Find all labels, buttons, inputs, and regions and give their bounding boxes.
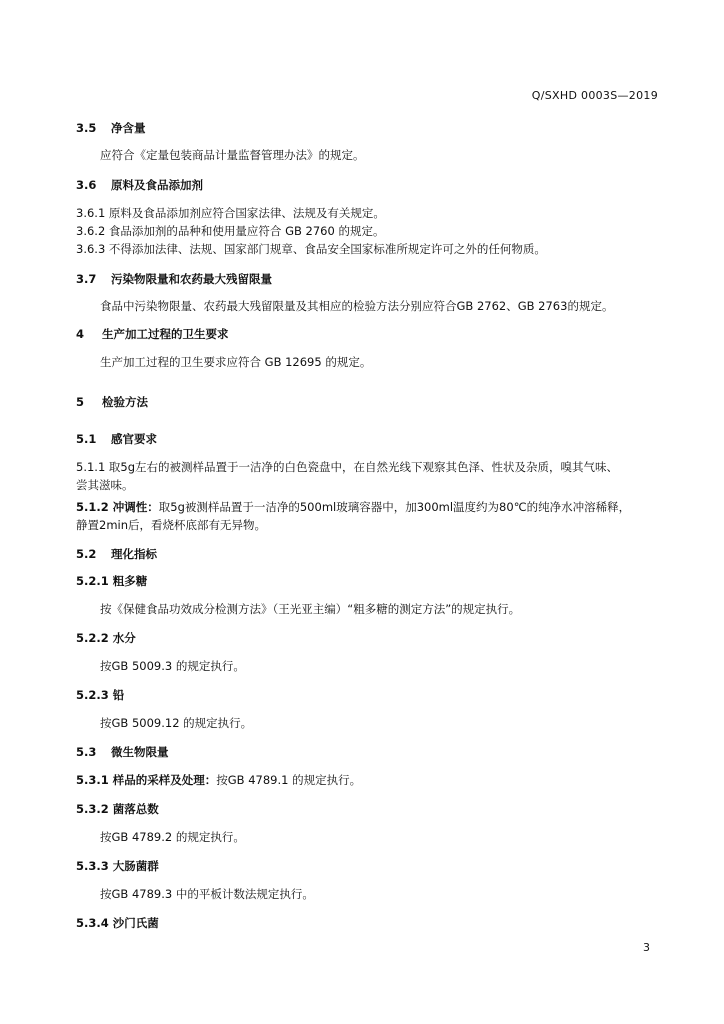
paragraph-3-7: 食品中污染物限量、农药最大残留限量及其相应的检验方法分别应符合GB 2762、GB 2763的规定。	[100, 299, 614, 313]
heading-number: 5.3	[76, 745, 97, 759]
clause-text: 取5g被测样品置于一洁净的500ml玻璃容器中，加300ml温度约为80℃的纯净水冲溶稀释，	[158, 500, 631, 514]
paragraph-4: 生产加工过程的卫生要求应符合 GB 12695 的规定。	[100, 355, 372, 369]
clause-3-6-1: 3.6.1 原料及食品添加剂应符合国家法律、法规及有关规定。	[76, 206, 385, 220]
paragraph-5-3-2: 按GB 4789.2 的规定执行。	[100, 830, 245, 844]
heading-5-2	[76, 547, 157, 562]
heading-3-6	[76, 178, 203, 193]
heading-title: 原料及食品添加剂	[111, 178, 204, 192]
heading-number: 3.6	[76, 178, 97, 192]
heading-5-3-3: 5.3.3 大肠菌群	[76, 859, 159, 873]
heading-5-2-3: 5.2.3 铅	[76, 688, 125, 702]
heading-title: 感官要求	[111, 432, 158, 446]
heading-number: 5	[76, 395, 85, 409]
page-number: 3	[643, 941, 650, 954]
heading-4	[76, 327, 229, 342]
document-code: Q/SXHD 0003S—2019	[531, 89, 658, 102]
paragraph-5-3-3: 按GB 4789.3 中的平板计数法规定执行。	[100, 887, 314, 901]
heading-number: 5.1	[76, 432, 97, 446]
paragraph-3-5: 应符合《定量包装商品计量监督管理办法》的规定。	[100, 148, 365, 162]
clause-5-1-1: 5.1.1 取5g左右的被测样品置于一洁净的白色瓷盘中，在自然光线下观察其色泽、性状及杂质，嗅其气味、	[76, 460, 619, 474]
heading-5-1	[76, 432, 157, 447]
heading-title: 理化指标	[111, 547, 158, 561]
heading-5-3-2: 5.3.2 菌落总数	[76, 802, 159, 816]
heading-title: 检验方法	[102, 395, 149, 409]
heading-number: 3.7	[76, 272, 97, 286]
clause-5-1-2	[76, 500, 630, 515]
clause-5-1-2-cont: 静置2min后，看烧杯底部有无异物。	[76, 518, 267, 532]
paragraph-5-2-1: 按《保健食品功效成分检测方法》（王光亚主编）“粗多糖的测定方法”的规定执行。	[100, 602, 521, 616]
paragraph-5-2-2: 按GB 5009.3 的规定执行。	[100, 659, 245, 673]
paragraph-5-2-3: 按GB 5009.12 的规定执行。	[100, 716, 253, 730]
heading-3-7	[76, 272, 272, 287]
heading-number: 4	[76, 327, 85, 341]
heading-5-2-2: 5.2.2 水分	[76, 631, 136, 645]
clause-5-1-1-cont: 尝其滋味。	[76, 478, 134, 492]
heading-number: 5.2	[76, 547, 97, 561]
clause-label: 5.3.1 样品的采样及处理：	[76, 773, 217, 787]
heading-5-3	[76, 745, 169, 760]
heading-5-2-1: 5.2.1 粗多糖	[76, 574, 148, 588]
clause-label: 5.1.2 冲调性：	[76, 500, 159, 514]
clause-3-6-3: 3.6.3 不得添加法律、法规、国家部门规章、食品安全国家标准所规定许可之外的任何物质。	[76, 242, 546, 256]
heading-5	[76, 395, 148, 410]
clause-text: 按GB 4789.1 的规定执行。	[216, 773, 362, 787]
clause-3-6-2: 3.6.2 食品添加剂的品种和使用量应符合 GB 2760 的规定。	[76, 224, 385, 238]
heading-5-3-4: 5.3.4 沙门氏菌	[76, 916, 159, 930]
heading-title: 污染物限量和农药最大残留限量	[111, 272, 273, 286]
heading-title: 生产加工过程的卫生要求	[102, 327, 229, 341]
heading-title: 微生物限量	[111, 745, 169, 759]
heading-3-5	[76, 121, 146, 136]
clause-5-3-1	[76, 773, 361, 788]
heading-title: 净含量	[111, 121, 146, 135]
heading-number: 3.5	[76, 121, 97, 135]
